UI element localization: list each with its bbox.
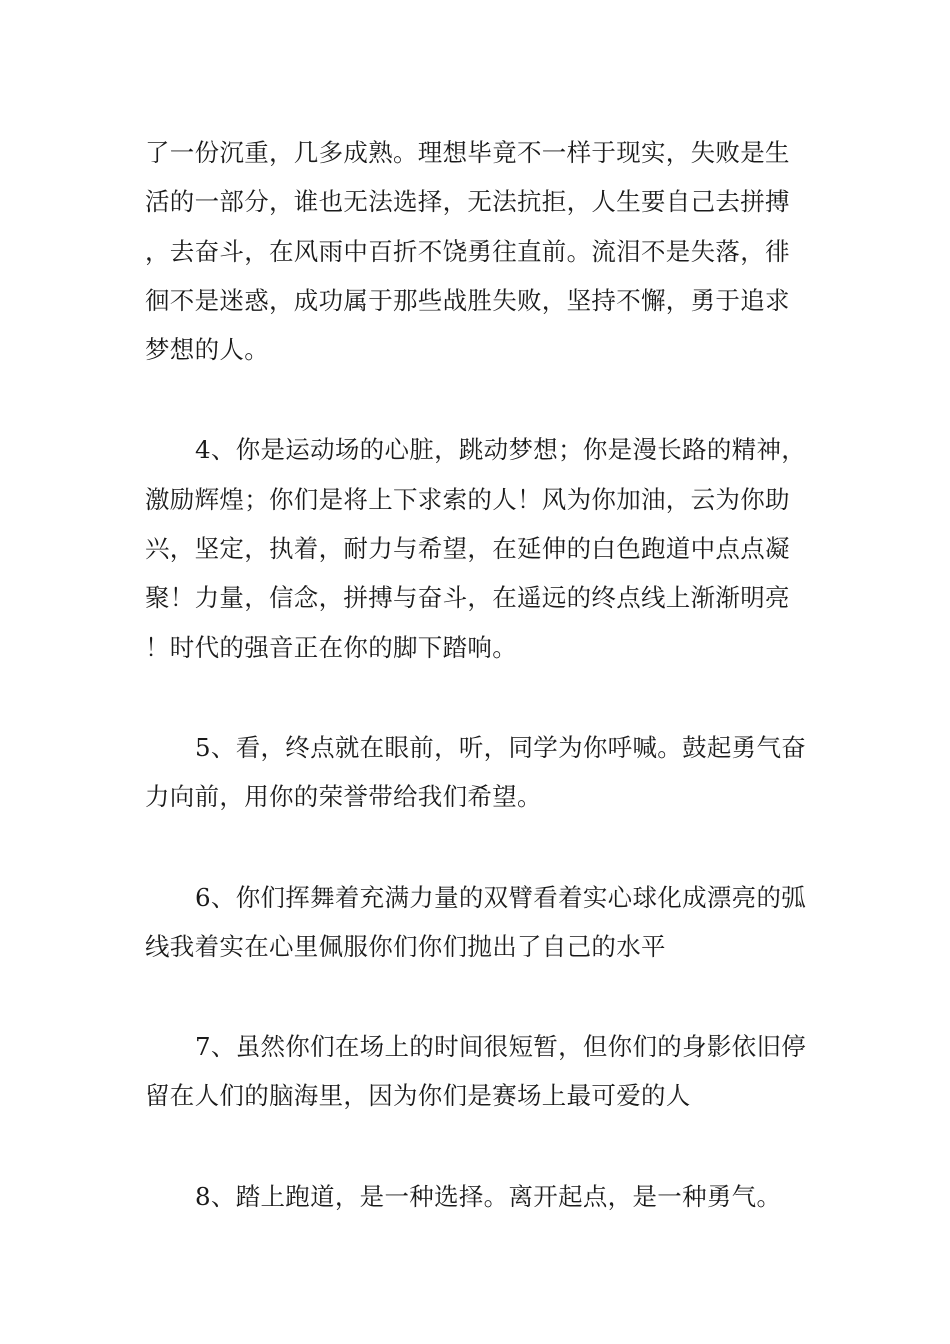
paragraph-continuation: 了一份沉重，几多成熟。理想毕竟不一样于现实，失败是生活的一部分，谁也无法选择，无法抗拒，人生要自己去拼搏，去奋斗，在风雨中百折不饶勇往直前。流泪不是失落，徘徊不是迷惑，成功属于那些战胜失败，坚持不懈，勇于追求梦想的人。	[145, 138, 790, 365]
paragraph-item-7: 7、虽然你们在场上的时间很短暂，但你们的身影依旧停留在人们的脑海里，因为你们是赛场上最可爱的人	[145, 1032, 807, 1111]
paragraph-item-6: 6、你们挥舞着充满力量的双臂看着实心球化成漂亮的弧线我着实在心里佩服你们你们抛出了自己的水平	[145, 882, 807, 961]
paragraph-item-4: 4、你是运动场的心脏，跳动梦想；你是漫长路的精神，激励辉煌；你们是将上下求索的人！风为你加油，云为你助兴，坚定，执着，耐力与希望，在延伸的白色跑道中点点凝聚！力量，信念，拼搏与奋斗，在遥远的终点线上渐渐明亮！时代的强音正在你的脚下踏响。	[145, 435, 807, 662]
document-body	[145, 128, 810, 1221]
paragraph-item-8: 8、踏上跑道，是一种选择。离开起点，是一种勇气。	[195, 1181, 782, 1211]
paragraph-item-5: 5、看，终点就在眼前，听，同学为你呼喊。鼓起勇气奋力向前，用你的荣誉带给我们希望。	[145, 732, 807, 812]
